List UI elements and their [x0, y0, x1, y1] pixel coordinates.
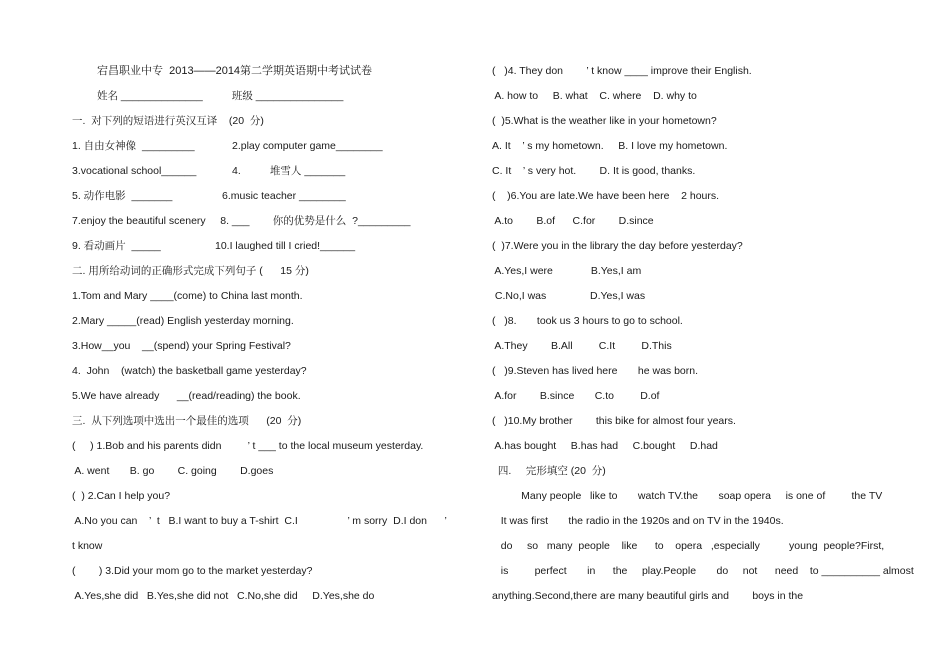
- s3-question-5: ( )5.What is the weather like in your hometown?: [492, 115, 717, 127]
- s3-question-7-options-cd: C.No,I was D.Yes,I was: [492, 290, 646, 302]
- cloze-line-5: anything.Second,there are many beautiful girls and boys in the: [492, 590, 815, 602]
- s3-question-10: ( )10.My brother this bike for almost four years.: [492, 415, 736, 427]
- s3-question-8-options: A.They B.All C.It D.This: [492, 340, 672, 352]
- cloze-line-4: is perfect in the play.People do not need to __________ almost: [492, 565, 914, 577]
- s3-question-7: ( )7.Were you in the library the day before yesterday?: [492, 240, 743, 252]
- s1-question-6: 6.music teacher ________: [222, 190, 346, 202]
- s1-question-10: 10.I laughed till I cried!______: [215, 240, 356, 252]
- section-2-title: 二. 用所给动词的正确形式完成下列句子 ( 15 分): [72, 265, 309, 277]
- s3-question-9-options: A.for B.since C.to D.of: [492, 390, 660, 402]
- s3-question-8: ( )8. took us 3 hours to go to school.: [492, 315, 683, 327]
- cloze-line-1: Many people like to watch TV.the soap opera is one of the TV: [492, 490, 883, 502]
- cloze-line-2: It was first the radio in the 1920s and on TV in the 1940s.: [492, 515, 784, 527]
- s3-question-10-options: A.has bought B.has had C.bought D.had: [492, 440, 718, 452]
- s3-question-6: ( )6.You are late.We have been here 2 hours.: [492, 190, 720, 202]
- s3-question-2: ( ) 2.Can I help you?: [72, 490, 171, 502]
- s1-question-1: 1. 自由女神像 _________: [72, 140, 195, 152]
- s1-question-4: 4. 堆雪人 _______: [232, 165, 346, 177]
- section-3-title: 三. 从下列选项中选出一个最佳的选项 (20 分): [72, 415, 302, 427]
- s1-question-3: 3.vocational school______: [72, 165, 197, 177]
- s3-question-4-options: A. how to B. what C. where D. why to: [492, 90, 697, 102]
- s1-question-2: 2.play computer game________: [232, 140, 383, 152]
- s1-question-9: 9. 看动画片 _____: [72, 240, 161, 252]
- s3-question-5-options-ab: A. It ’ s my hometown. B. I love my hometown.: [492, 140, 728, 152]
- s3-question-1-options: A. went B. go C. going D.goes: [72, 465, 274, 477]
- s3-question-1: ( ) 1.Bob and his parents didn ’ t ___ to the local museum yesterday.: [72, 440, 424, 452]
- cloze-line-3: do so many people like to opera ,especially young people?First,: [492, 540, 885, 552]
- s3-question-9: ( )9.Steven has lived here he was born.: [492, 365, 699, 377]
- s2-question-2: 2.Mary _____(read) English yesterday morning.: [72, 315, 294, 327]
- s3-question-6-options: A.to B.of C.for D.since: [492, 215, 654, 227]
- s3-question-4: ( )4. They don ’ t know ____ improve their English.: [492, 65, 752, 77]
- s3-question-2-options: A.No you can ’ t B.I want to buy a T-shirt C.I ’ m sorry D.I don ’: [72, 515, 447, 527]
- s2-question-5: 5.We have already __(read/reading) the book.: [72, 390, 301, 402]
- name-class-line: 姓名 ______________ 班级 _______________: [97, 90, 344, 102]
- section-1-title: 一. 对下列的短语进行英汉互译 (20 分): [72, 115, 264, 127]
- s3-question-7-options-ab: A.Yes,I were B.Yes,I am: [492, 265, 642, 277]
- s3-question-2-options-cont: t know: [72, 540, 103, 552]
- s3-question-3-options: A.Yes,she did B.Yes,she did not C.No,she did D.Yes,she do: [72, 590, 375, 602]
- exam-title: 宕昌职业中专 2013——2014第二学期英语期中考试试卷: [97, 65, 373, 77]
- section-4-title: 四. 完形填空 (20 分): [492, 465, 606, 477]
- s2-question-4: 4. John (watch) the basketball game yesterday?: [72, 365, 307, 377]
- s2-question-3: 3.How__you __(spend) your Spring Festival?: [72, 340, 291, 352]
- s3-question-5-options-cd: C. It ’ s very hot. D. It is good, thanks.: [492, 165, 696, 177]
- s1-question-5: 5. 动作电影 _______: [72, 190, 173, 202]
- s1-question-7-8: 7.enjoy the beautiful scenery 8. ___ 你的优势是什么 ?_________: [72, 215, 411, 227]
- s3-question-3: ( ) 3.Did your mom go to the market yesterday?: [72, 565, 313, 577]
- s2-question-1: 1.Tom and Mary ____(come) to China last month.: [72, 290, 303, 302]
